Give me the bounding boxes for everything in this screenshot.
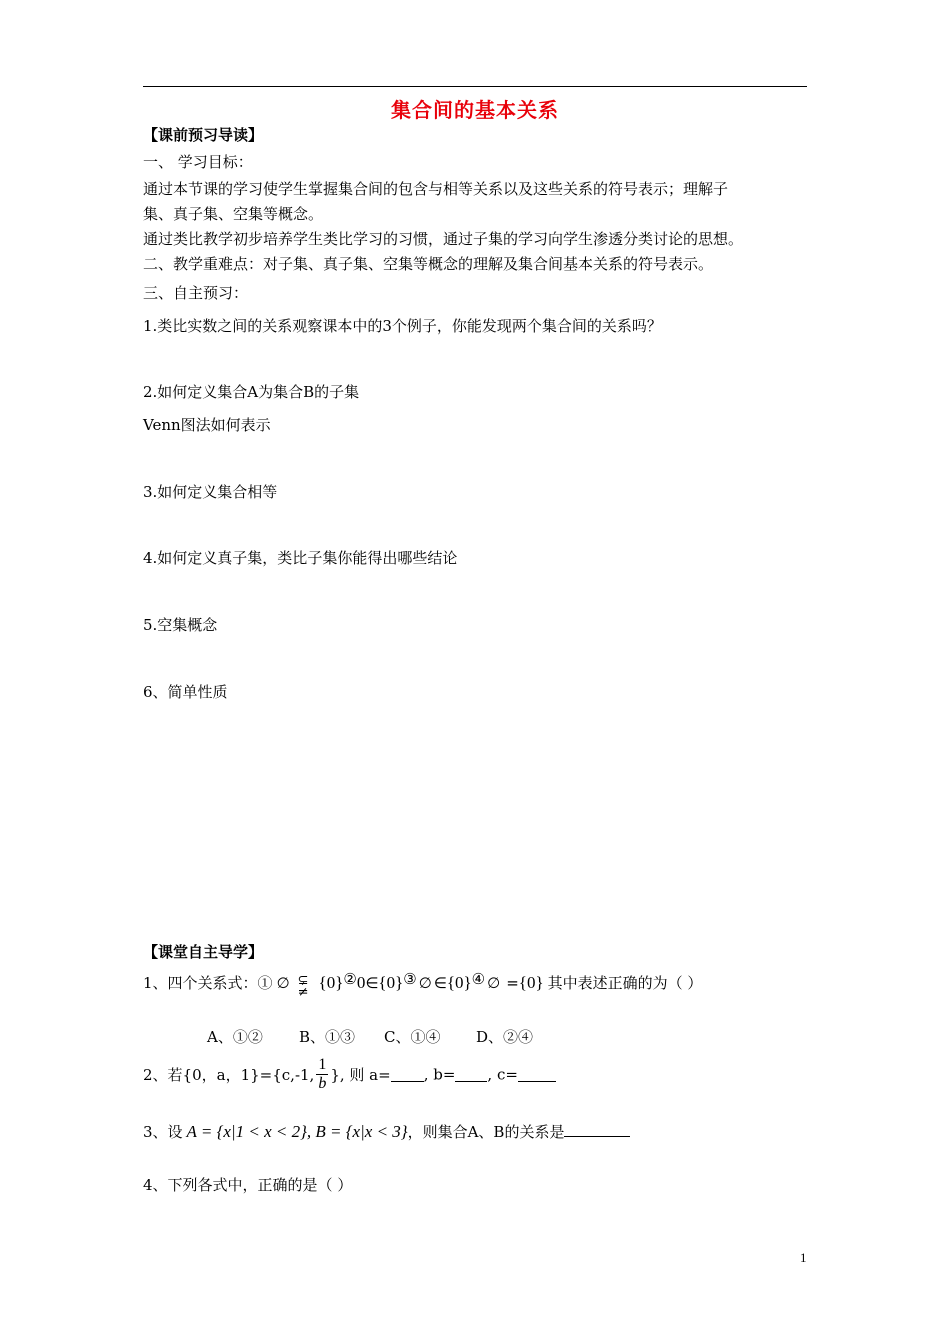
- section-heading-preview: 【课前预习导读】: [143, 126, 264, 144]
- problem-2: [143, 1056, 556, 1093]
- circle-2: ②: [343, 970, 357, 988]
- fraction-one-over-b: $\frac{1}{b}$: [318, 1056, 327, 1092]
- header-rule: [143, 86, 807, 87]
- set-zero: {0}: [318, 973, 344, 992]
- question-1: 1.类比实数之间的关系观察课本中的3个例子，你能发现两个集合间的关系吗？: [143, 317, 662, 335]
- blank-relation[interactable]: [564, 1122, 630, 1137]
- problem-3-math: A = {x|1 < x < 2}, B = {x|x < 3}: [186, 1122, 408, 1141]
- element-of-symbol: ∈: [365, 974, 379, 992]
- problem-1-tail: 其中表述正确的为（ ）: [547, 974, 703, 992]
- option-d: D、②④: [476, 1028, 534, 1046]
- question-5: 5.空集概念: [143, 616, 218, 634]
- goal-line-1a: 通过本节课的学习使学生掌握集合间的包含与相等关系以及这些关系的符号表示；理解子: [143, 180, 729, 198]
- circle-1: ①: [257, 974, 273, 992]
- problem-2-lead: 2、若{0，a，1}={c,-1,: [143, 1066, 315, 1084]
- goals-heading: 一、 学习目标：: [143, 153, 253, 171]
- problem-2-c: , c=: [487, 1065, 518, 1084]
- set-zero-3: {0}: [446, 973, 472, 992]
- zero-value: 0: [356, 973, 366, 992]
- page-title: 集合间的基本关系: [391, 98, 559, 122]
- question-2: 2.如何定义集合A为集合B的子集: [143, 383, 360, 401]
- problem-2-b: , b=: [423, 1065, 456, 1084]
- self-study-heading: 三、自主预习：: [143, 284, 249, 302]
- proper-subset-symbol: ⊊ ≠: [297, 973, 309, 1000]
- option-c: C、①④: [384, 1028, 441, 1046]
- problem-1: [143, 970, 702, 999]
- question-4: 4.如何定义真子集，类比子集你能得出哪些结论: [143, 549, 458, 567]
- option-a: A、①②: [207, 1028, 263, 1046]
- problem-3: [143, 1121, 630, 1142]
- problem-1-lead: 1、四个关系式：: [143, 974, 258, 992]
- problem-2-mid: }, 则 a=: [330, 1066, 391, 1084]
- option-b: B、①③: [299, 1028, 356, 1046]
- empty-set-symbol: ∅: [276, 974, 290, 992]
- section-heading-classroom: 【课堂自主导学】: [143, 943, 264, 961]
- empty-set-symbol-2: ∅: [418, 974, 432, 992]
- empty-set-symbol-3: ∅: [487, 974, 501, 992]
- blank-b[interactable]: [455, 1067, 487, 1082]
- circle-3: ③: [403, 970, 417, 988]
- page-number: 1: [800, 1250, 807, 1265]
- set-zero-2: {0}: [378, 973, 404, 992]
- problem-3-lead: 3、设: [143, 1123, 183, 1141]
- circle-4: ④: [471, 970, 486, 988]
- equals-symbol: =: [506, 974, 519, 992]
- question-3: 3.如何定义集合相等: [143, 483, 278, 501]
- blank-c[interactable]: [518, 1067, 556, 1082]
- problem-4: 4、下列各式中，正确的是（ ）: [143, 1176, 353, 1194]
- question-2b: Venn图法如何表示: [143, 416, 271, 434]
- question-6: 6、简单性质: [143, 683, 228, 701]
- blank-a[interactable]: [391, 1067, 424, 1082]
- goal-line-1b: 集、真子集、空集等概念。: [143, 205, 324, 223]
- set-zero-4: {0}: [518, 973, 544, 992]
- key-points: 二、教学重难点：对子集、真子集、空集等概念的理解及集合间基本关系的符号表示。: [143, 255, 714, 273]
- element-of-symbol-2: ∈: [433, 974, 447, 992]
- goal-line-2: 通过类比教学初步培养学生类比学习的习惯，通过子集的学习向学生渗透分类讨论的思想。: [143, 230, 744, 248]
- problem-3-tail: ，则集合A、B的关系是: [407, 1123, 565, 1141]
